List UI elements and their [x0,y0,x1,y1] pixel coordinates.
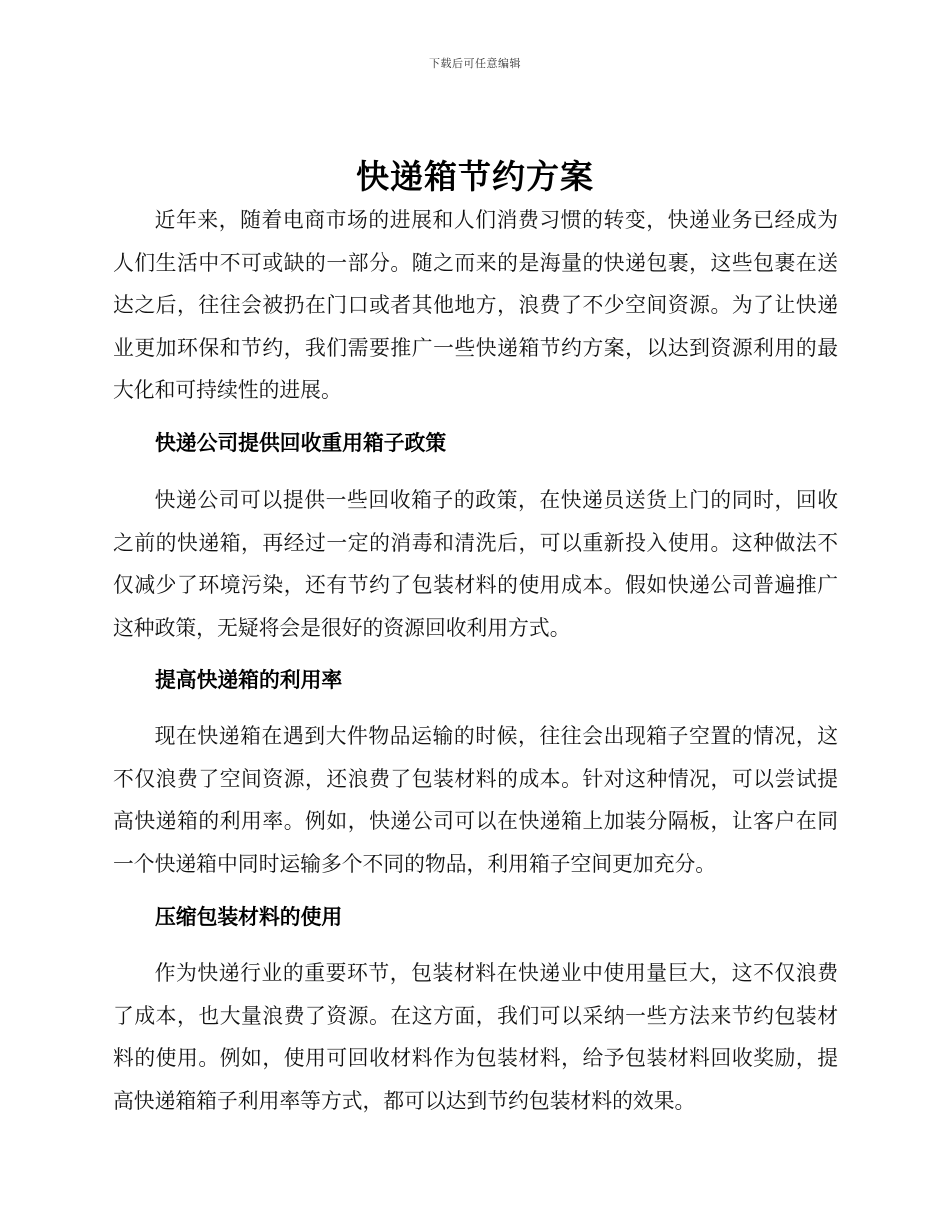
section-paragraph-recycle-policy: 快递公司可以提供一些回收箱子的政策，在快递员送货上门的同时，回收之前的快递箱，再经过一定的消毒和清洗后，可以重新投入使用。这种做法不仅减少了环境污染，还有节约了包装材料的使用成本。假如快递公司普遍推广这种政策，无疑将会是很好的资源回收利用方式。 [113,488,838,640]
section-paragraph-utilization: 现在快递箱在遇到大件物品运输的时候，往往会出现箱子空置的情况，这不仅浪费了空间资源，还浪费了包装材料的成本。针对这种情况，可以尝试提高快递箱的利用率。例如，快递公司可以在快递箱上加装分隔板，让客户在同一个快递箱中同时运输多个不同的物品，利用箱子空间更加充分。 [113,724,838,876]
section-paragraph-packaging: 作为快递行业的重要环节，包装材料在快递业中使用量巨大，这不仅浪费了成本，也大量浪费了资源。在这方面，我们可以采纳一些方法来节约包装材料的使用。例如，使用可回收材料作为包装材料，给予包装材料回收奖励，提高快递箱箱子利用率等方式，都可以达到节约包装材料的效果。 [113,961,838,1113]
section-heading-packaging: 压缩包装材料的使用 [155,905,343,929]
intro-paragraph: 近年来，随着电商市场的进展和人们消费习惯的转变，快递业务已经成为人们生活中不可或缺的一部分。随之而来的是海量的快递包裹，这些包裹在送达之后，往往会被扔在门口或者其他地方，浪费了不少空间资源。为了让快递业更加环保和节约，我们需要推广一些快递箱节约方案，以达到资源利用的最大化和可持续性的进展。 [113,208,838,402]
section-heading-utilization: 提高快递箱的利用率 [155,668,343,692]
document-title: 快递箱节约方案 [356,157,594,196]
page-header: 下载后可任意编辑 [429,57,521,70]
section-heading-recycle-policy: 快递公司提供回收重用箱子政策 [155,431,447,455]
